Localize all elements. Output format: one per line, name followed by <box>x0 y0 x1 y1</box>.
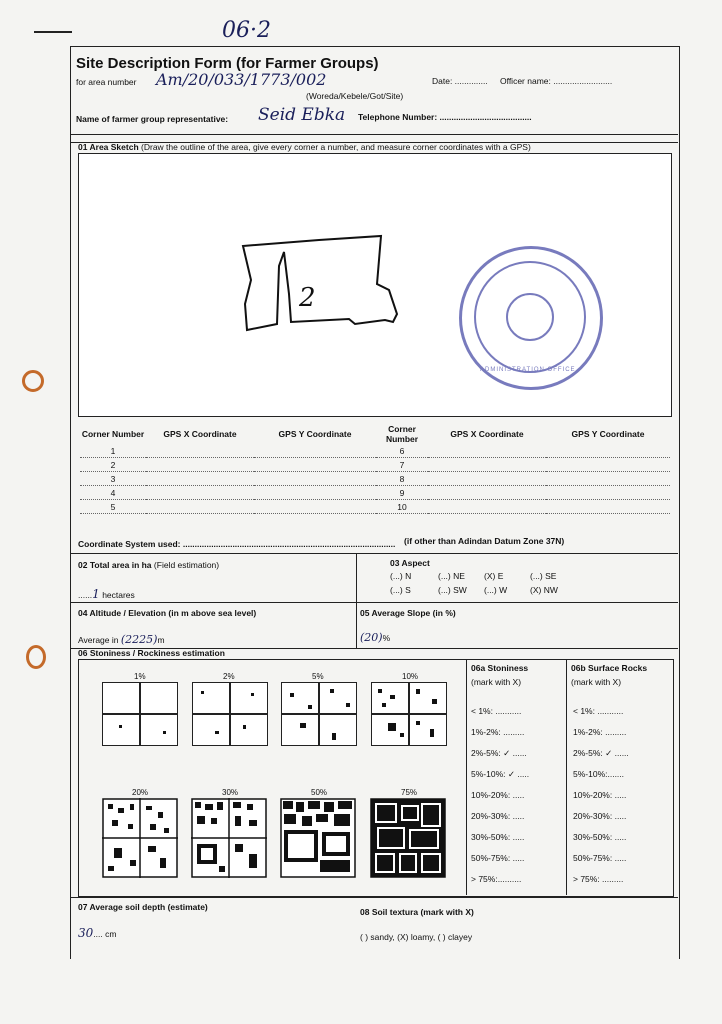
slope-value: (20) <box>360 631 383 644</box>
col-gps-x-left: GPS X Coordinate <box>163 429 237 439</box>
col-gps-x-right: GPS X Coordinate <box>450 429 524 439</box>
aspect-nw[interactable]: (X) NW <box>530 585 558 595</box>
gps-y-input[interactable] <box>254 500 376 514</box>
area-sketch-instructions: (Draw the outline of the area, give every corner a number, and measure corner coordinates with a GPS) <box>141 142 531 152</box>
gps-x-input[interactable] <box>146 500 254 514</box>
stoniness-option[interactable]: 30%-50%: ..... <box>471 832 525 842</box>
pct-label-1: 1% <box>134 672 146 681</box>
gps-x-input[interactable] <box>428 500 546 514</box>
slope-label: 05 Average Slope (in %) <box>360 608 456 618</box>
surface-rocks-option[interactable]: 50%-75%: ..... <box>573 853 627 863</box>
gps-y-input[interactable] <box>546 500 670 514</box>
stamp-text: ADMINISTRATION OFFICE <box>480 367 576 373</box>
top-left-dash <box>34 31 72 33</box>
area-number-value[interactable]: Am/20/033/1773/002 <box>156 70 327 89</box>
gps-x-input[interactable] <box>428 472 546 486</box>
surface-rocks-options <box>573 701 629 890</box>
surface-rocks-option[interactable]: 2%-5%: ✓ ...... <box>573 748 629 758</box>
stoniness-diagram-30pct <box>191 798 267 878</box>
stoniness-diagram-75pct <box>370 798 446 878</box>
corner-num: 8 <box>376 472 428 486</box>
gps-y-input[interactable] <box>546 444 670 458</box>
col-corner-number-left: Corner Number <box>81 429 145 439</box>
gps-y-input[interactable] <box>254 458 376 472</box>
pct-label-20: 20% <box>132 788 149 797</box>
total-area-field[interactable] <box>78 587 135 601</box>
aspect-w[interactable]: (...) W <box>484 585 508 595</box>
surface-rocks-col-b-sub: (mark with X) <box>571 677 622 687</box>
altitude-field[interactable] <box>78 633 165 646</box>
pct-label-30: 30% <box>222 788 239 797</box>
total-area-unit: hectares <box>102 590 135 600</box>
stoniness-option[interactable]: 5%-10%: ✓ ..... <box>471 769 530 779</box>
table-row <box>80 444 670 458</box>
coord-system-field[interactable]: Coordinate System used: .......................................................................................... <box>78 539 396 549</box>
date-field[interactable]: Date: .............. <box>432 76 488 86</box>
surface-rocks-option[interactable]: > 75%: ......... <box>573 874 624 884</box>
slope-field[interactable] <box>360 631 390 644</box>
gps-x-input[interactable] <box>146 444 254 458</box>
pct-label-2: 2% <box>223 672 235 681</box>
col-corner-number-right: Corner Number <box>385 424 419 444</box>
stoniness-label: 06 Stoniness / Rockiness estimation <box>78 648 225 658</box>
stoniness-diagram-2pct <box>192 682 268 746</box>
soil-texture-label: 08 Soil textura (mark with X) <box>360 907 474 917</box>
table-row <box>80 458 670 472</box>
total-area-prefix: ...... <box>78 590 93 600</box>
corner-num: 6 <box>376 444 428 458</box>
stoniness-option[interactable]: 20%-30%: ..... <box>471 811 525 821</box>
telephone-field[interactable]: Telephone Number: ....................................... <box>358 112 532 122</box>
corner-mark: 2 <box>299 283 316 313</box>
gps-x-input[interactable] <box>146 486 254 500</box>
table-row <box>80 500 670 514</box>
soil-depth-value: 30 <box>78 926 94 940</box>
area-sketch-title: 01 Area Sketch <box>78 142 139 152</box>
soil-texture-options[interactable]: ( ) sandy, (X) loamy, ( ) clayey <box>360 932 473 942</box>
stoniness-diagram-50pct <box>280 798 356 878</box>
stoniness-diagram-5pct <box>281 682 357 746</box>
surface-rocks-option[interactable]: < 1%: ........... <box>573 706 624 716</box>
corner-num: 4 <box>80 486 146 500</box>
corner-num: 10 <box>376 500 428 514</box>
soil-depth-unit: .... cm <box>93 929 117 939</box>
gps-y-input[interactable] <box>254 486 376 500</box>
area-number-hint: (Woreda/Kebele/Got/Site) <box>306 91 404 101</box>
area-number-label: for area number <box>76 77 137 87</box>
col-gps-y-right: GPS Y Coordinate <box>571 429 645 439</box>
soil-depth-label: 07 Average soil depth (estimate) <box>78 902 208 912</box>
aspect-ne[interactable]: (...) NE <box>438 571 465 581</box>
aspect-n[interactable]: (...) N <box>390 571 412 581</box>
aspect-label: 03 Aspect <box>390 558 430 568</box>
stoniness-option[interactable]: 50%-75%: ..... <box>471 853 525 863</box>
total-area-note: (Field estimation) <box>153 560 220 570</box>
header-handwritten-code: 06·2 <box>222 18 271 43</box>
gps-y-input[interactable] <box>254 472 376 486</box>
aspect-se[interactable]: (...) SE <box>530 571 557 581</box>
sketch-box[interactable] <box>78 153 672 417</box>
gps-x-input[interactable] <box>428 458 546 472</box>
slope-unit: % <box>382 633 391 643</box>
aspect-e[interactable]: (X) E <box>484 571 504 581</box>
stoniness-option[interactable]: < 1%: ........... <box>471 706 522 716</box>
total-area-label <box>78 560 219 570</box>
table-row <box>80 486 670 500</box>
stoniness-diagram-10pct <box>371 682 447 746</box>
gps-y-input[interactable] <box>254 444 376 458</box>
stoniness-option[interactable]: 10%-20%: ..... <box>471 790 525 800</box>
corner-num: 1 <box>80 444 146 458</box>
official-stamp <box>459 246 603 390</box>
officer-name-field[interactable]: Officer name: ......................... <box>500 76 613 86</box>
corner-num: 5 <box>80 500 146 514</box>
corner-num: 2 <box>80 458 146 472</box>
corner-num: 3 <box>80 472 146 486</box>
gps-y-input[interactable] <box>546 458 670 472</box>
surface-rocks-option[interactable]: 1%-2%: ......... <box>573 727 627 737</box>
stoniness-option[interactable]: > 75%:.......... <box>471 874 522 884</box>
total-area-value: 1 <box>92 587 100 601</box>
binder-hole-bottom <box>26 645 46 669</box>
stoniness-options <box>471 701 529 890</box>
area-sketch-label <box>78 142 531 152</box>
gps-y-input[interactable] <box>546 472 670 486</box>
altitude-value: (2225) <box>120 633 158 646</box>
pct-label-75: 75% <box>401 788 418 797</box>
corner-num: 9 <box>376 486 428 500</box>
stoniness-option[interactable]: 1%-2%: ......... <box>471 727 525 737</box>
gps-y-input[interactable] <box>546 486 670 500</box>
aspect-s[interactable]: (...) S <box>390 585 411 595</box>
surface-rocks-option[interactable]: 30%-50%: ..... <box>573 832 627 842</box>
gps-x-input[interactable] <box>146 458 254 472</box>
table-row <box>80 472 670 486</box>
total-area-title: 02 Total area in ha <box>78 560 152 570</box>
gps-x-input[interactable] <box>428 444 546 458</box>
gps-coordinate-table <box>80 424 670 514</box>
binder-hole-top <box>22 370 44 392</box>
soil-depth-field[interactable] <box>78 926 116 940</box>
col-gps-y-left: GPS Y Coordinate <box>278 429 352 439</box>
rep-name-value[interactable]: Seid Ebka <box>258 105 346 125</box>
stoniness-col-a-sub: (mark with X) <box>471 677 522 687</box>
stoniness-option[interactable]: 2%-5%: ✓ ...... <box>471 748 527 758</box>
coord-system-note: (if other than Adindan Datum Zone 37N) <box>404 536 565 546</box>
stoniness-diagram-20pct <box>102 798 178 878</box>
altitude-unit: m <box>157 635 165 645</box>
surface-rocks-option[interactable]: 5%-10%:....... <box>573 769 625 779</box>
form-title: Site Description Form (for Farmer Groups) <box>76 55 379 72</box>
pct-label-50: 50% <box>311 788 328 797</box>
stoniness-diagram-1pct <box>102 682 178 746</box>
surface-rocks-col-b-title: 06b Surface Rocks <box>571 663 648 673</box>
surface-rocks-option[interactable]: 10%-20%: ..... <box>573 790 627 800</box>
gps-x-input[interactable] <box>428 486 546 500</box>
aspect-sw[interactable]: (...) SW <box>438 585 467 595</box>
pct-label-5: 5% <box>312 672 324 681</box>
stoniness-col-a-title: 06a Stoniness <box>471 663 529 673</box>
pct-label-10: 10% <box>402 672 419 681</box>
altitude-label: 04 Altitude / Elevation (in m above sea level) <box>78 608 257 618</box>
gps-x-input[interactable] <box>146 472 254 486</box>
rep-label: Name of farmer group representative: <box>76 114 229 124</box>
altitude-average-label: Average in <box>78 635 119 645</box>
surface-rocks-option[interactable]: 20%-30%: ..... <box>573 811 627 821</box>
corner-num: 7 <box>376 458 428 472</box>
